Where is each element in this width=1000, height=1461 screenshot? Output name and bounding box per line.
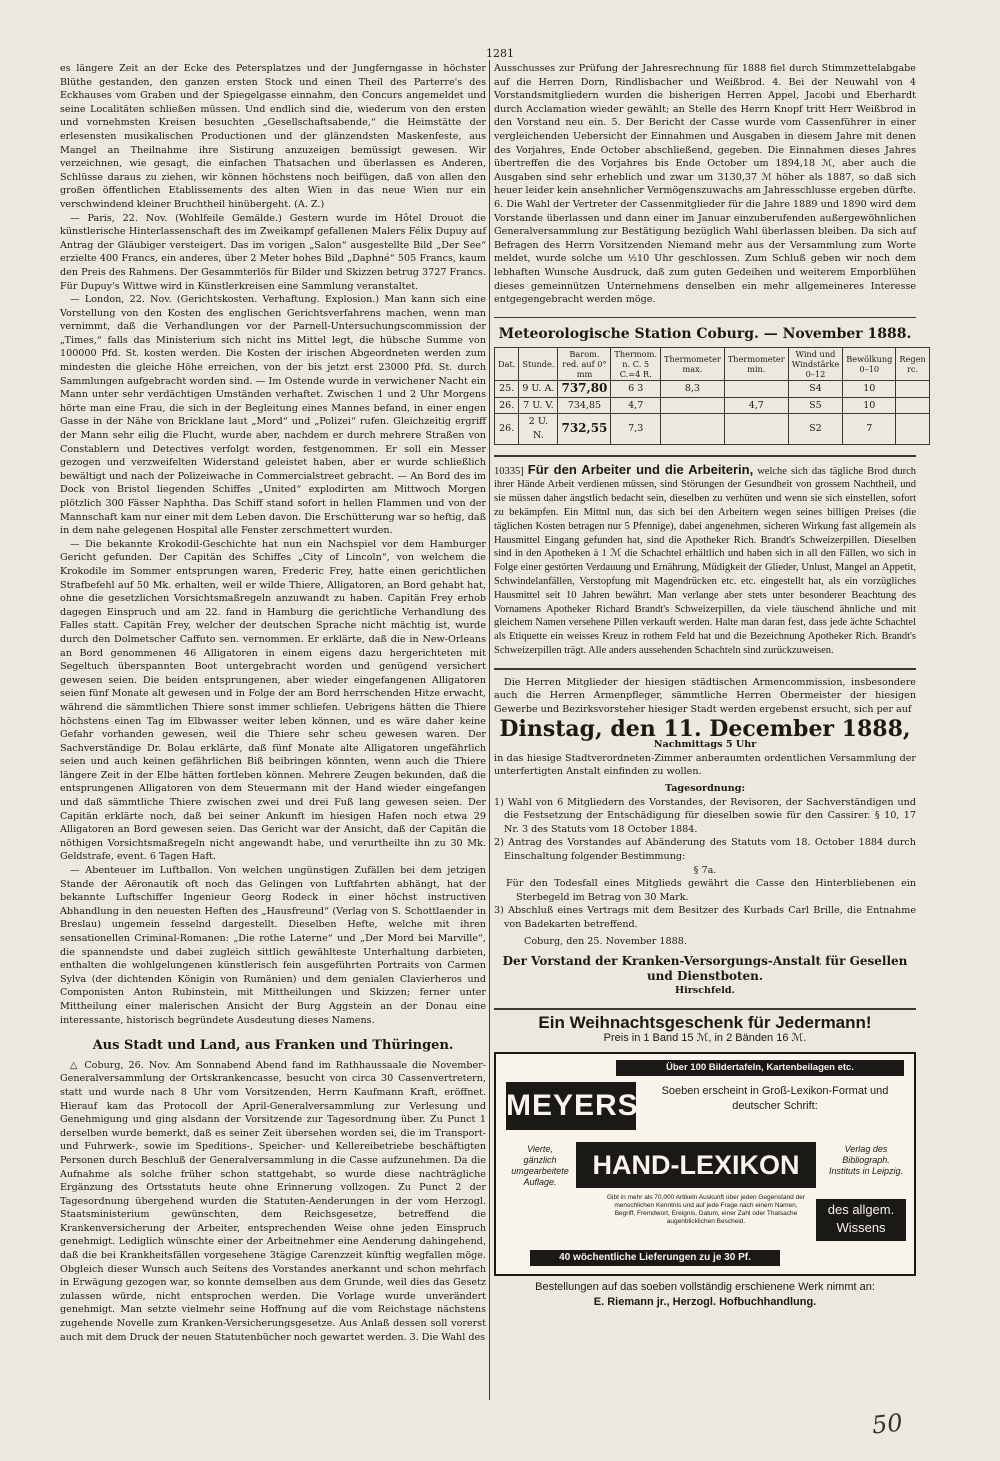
- notice-dateline: Coburg, den 25. November 1888.: [524, 935, 687, 947]
- table-cell: 7 U. V.: [519, 397, 558, 414]
- column-header: Thermometer max.: [660, 348, 724, 381]
- table-cell: 8,3: [660, 381, 724, 398]
- article-paragraph: — Die bekannte Krokodil-Geschichte hat nun ein Nachspiel vor dem Hamburger Gericht gefunden. Der Capitän des Schiffes „City of Lincoln“, von welchem die Krokodile im Sommer entsprungen waren, Frederic Frey, hatte einen gerichtlichen Strafbefehl auf 50 Mk. erhalten, weil er wilde Thiere, Alligatoren, an Bord gehabt hat, ohne die gesetzlichen Vorsichtsmaßregeln anzuwandt zu haben. Capitän Frey erhob dagegen Einspruch und am 22. fand in Hamburg die gerichtliche Verhandlung des Falles statt. Capitän Frey, welcher der deutschen Sprache nicht mächtig ist, wurde durch den Dolmetscher Caffuto sen. vernommen. Er erklärte, daß die in New-Orleans an Bord genommenen 46 Alligatoren in einem eigens dazu hergerichteten mit Segeltuch überspannten Boot untergebracht worden und genügend versichert gewesen seien. Die beiden entsprungenen, aber wieder eingefangenen Alligatoren seien fünf Monate alt gewesen und in Folge der am Bord herrschenden Hitze erwacht, während die sämmtlichen Thiere sonst immer schliefen. Uebrigens hätten die Thiere höchstens einen Tag im Elbwasser weiter leben können, und es wäre daher keine Gefahr vorhanden gewesen, weil die Thiere sehr scheu gewesen waren. Der Sachverständige Dr. Bolau erklärte, daß fünf Monate alte Alligatoren ungefährlich seien und auch keinen gefährlichen Biß beibringen könnten, wenn auch die Thiere längere Zeit in der Elbe hätten fortleben können. Mehrere Zeugen bekunden, daß die entsprungenen Alligatoren von dem Steuermann mit der Hand wieder eingefangen und daß sämmtliche Thiere zwischen zwei und drei Fuß lang gewesen seien. Der Capitän erklärte noch, daß bei seiner Ankunft im hiesigen Hafen noch etwa 29 Alligatoren an Bord gewesen seien. Das Gericht war der Ansicht, daß der Capitän die nöthigen Vorsichtsmaßregeln nicht angewandt habe, und verurtheilte ihn zu 30 Mk. Geldstrafe, event. 6 Tagen Haft.: [60, 538, 486, 863]
- column-header: Thermometer min.: [724, 348, 788, 381]
- meyers-lexikon-title: HAND-LEXIKON: [576, 1142, 816, 1188]
- meyers-logo-text: MEYERS: [506, 1082, 636, 1130]
- table-cell: 26.: [495, 397, 519, 414]
- notice-signature: Der Vorstand der Kranken-Versorgungs-Anstalt für Gesellen und Dienstboten.: [502, 954, 908, 984]
- right-column: [494, 62, 926, 1310]
- meyers-installments: 40 wöchentliche Lieferungen zu je 30 Pf.: [530, 1250, 780, 1266]
- meteorology-table: [494, 347, 930, 444]
- table-cell: 732,55: [558, 414, 611, 444]
- article-paragraph: △ Coburg, 26. Nov. Am Sonnabend Abend fand im Rathhaussaale die November-Generalversammlung der Ortskrankencasse, besucht von circa 30 Cassenvertretern, statt und wurde nach 8 Uhr vom Vorsitzenden, Herrn Kaufmann Kraft, eröffnet. Hierauf kam das Protocoll der April-Generalversammlung zur Verlesung und Genehmigung und ging alsdann der Vorsitzende zur Tagesordnung über. Zu Punct 1 derselben wurde bemerkt, daß es seiner Zeit übersehen worden sei, die im Transport- und Fuhrwerk-, sowie im Speditions-, Speicher- und Kellereibetriebe beschäftigten Personen durch Beschluß der Generalversammlung in die Casse aufzunehmen. Da die Aufnahme als solche früher schon stattgehabt, so wurde diese nachträgliche Ergänzung des Ortsstatuts heute ohne Erinnerung vollzogen. Zu Punct 2 der Tagesordnung übergehend wurden die Statuten-Aenderungen in der vom Herzogl. Staatsministerium gewünschten, dem Reichsgesetze, betreffend die Krankenversicherung der Arbeiter, entsprechenden Weise ohne jeden Einspruch genehmigt. Lediglich wünschte einer der Arbeitnehmer eine Aenderung dahingehend, daß die bei Krankheitsfällen vorgesehene 3tägige Carenzzeit künftig wegfallen möge. Obgleich dieser Wunsch auch Seitens des Vorstandes anerkannt und schon mehrfach in Erwägung gezogen war, so konnte demselben aus dem Grunde, weil dies das Gesetz zulassen würde, nicht entsprochen werden. Die Vorlage wurde unverändert genehmigt. Man setzte vielmehr seine Hoffnung auf die vom Reichstage nächstens zugehende Novelle zum Kranken-Versicherungsgesetze. Aus Anlaß dessen soll vorerst auch mit dem Druck der neuen Statutenbücher noch gewartet werden. 3. Die Wahl des: [60, 1059, 486, 1343]
- agenda-item: § 7a.: [693, 864, 717, 876]
- table-cell: [724, 381, 788, 398]
- page-number: 1281: [486, 47, 514, 60]
- table-cell: 4,7: [724, 397, 788, 414]
- article-paragraph: — London, 22. Nov. (Gerichtskosten. Verhaftung. Explosion.) Man kann sich eine Vorstellung von den Kosten des englischen Gerichtsverfahrens machen, wenn man vernimmt, daß die Verhandlungen vor der Parnell-Untersuchungscommission der „Times,“ falls das Ministerium sich nicht ins Mittel legt, die hübsche Summe von 100000 Pfd. St. kosten werden. Die Kosten der irischen Abgeordneten werden zum mindesten die gleiche Höhe erreichen, von der bis jetzt erst 23000 Pfd. St. durch Sammlungen aufgebracht worden sind. — Im Ostende wurde in verwichener Nacht ein Mann unter sehr verdächtigen Umständen verhaftet. Zwischen 1 und 2 Uhr Morgens hörte man eine Frau, die sich in der Begleitung eines Mannes befand, in einer engen Gasse in der Nähe von Bricklane laut „Mord“ und „Polizei“ rufen. Gleichzeitig ergriff der Mann sehr eilig die Flucht, wurde aber, nachdem er durch mehrere Straßen von Constablern und Detectives verfolgt worden, festgenommen. Er soll ein Messer gezogen und verzweifelten Widerstand geleistet haben, aber er wurde schließlich bewältigt und nach der Polizeiwache in Commercialstreet gebracht. — An Bord des im Dock von Bristol liegenden Schiffes „United“ explodirten am Mittwoch Morgen plötzlich 300 Fässer Naphtha. Das Schiff stand sofort in hellen Flammen und von der Mannschaft kam nur einer mit dem Leben davon. Die Erschütterung war so heftig, daß in dem nahe gelegenen Hospital alle Fenster zerschmettert wurden.: [60, 294, 486, 537]
- column-header: Stunde.: [519, 348, 558, 381]
- meyers-top-bar: Über 100 Bildertafeln, Kartenbeilagen etc.: [616, 1060, 904, 1076]
- meteorology-title: Meteorologische Station Coburg. — November 1888.: [494, 317, 916, 342]
- meyers-banner: [494, 1052, 916, 1276]
- meyers-edition: Vierte, gänzlich umgearbeitete Auflage.: [511, 1143, 569, 1187]
- order-text: Bestellungen auf das soeben vollständig erschienene Werk nimmt an:: [535, 1280, 875, 1293]
- table-cell: [896, 381, 929, 398]
- notice-place: in das hiesige Stadtverordneten-Zimmer anberaumten ordentlichen Versammlung der unterfertigten Anstalt einfinden zu wollen.: [494, 752, 916, 778]
- table-cell: [660, 397, 724, 414]
- table-cell: 737,80: [558, 381, 611, 398]
- section-heading: Aus Stadt und Land, aus Franken und Thüringen.: [92, 1038, 454, 1054]
- table-cell: 734,85: [558, 397, 611, 414]
- meyers-advertisement: [494, 1008, 916, 1310]
- meeting-notice: [494, 668, 916, 998]
- table-cell: 26.: [495, 414, 519, 444]
- table-cell: 7: [843, 414, 896, 444]
- notice-intro: Die Herren Mitglieder der hiesigen städtischen Armencommission, insbesondere auch die Herren Armenpfleger, sämmtliche Herren Obermeister der hiesigen Gewerbe und Bezirksvorsteher hiesiger Stadt werden ergebenst ersucht, sich per auf: [494, 676, 916, 715]
- column-divider: [489, 60, 490, 1400]
- ad-price: Preis in 1 Band 15 ℳ, in 2 Bänden 16 ℳ.: [603, 1032, 807, 1045]
- left-column: [60, 62, 486, 1344]
- article-paragraph: es längere Zeit an der Ecke des Petersplatzes und der Jungferngasse in höchster Blüthe gestanden, den ganzen ersten Stock und einen Theil des Parterre's des Eckhauses vom Graben und der Spiegelgasse einnahm, den Concurs angemeldet und seine Localitäten schließen müssen. Und endlich sind die, wiederum von den ersten und vornehmsten Kreisen besuchten „Gesellschaftsabende,“ die Heimstätte der erlesensten musikalischen Productionen und der glänzendsten Maskenfeste, aus Mangel an Theilnahme ihre Sistirung anzuzeigen bemüssigt gewesen. Wir verzeichnen, wie gesagt, die einfachen Thatsachen und überlassen es Anderen, Schlüsse daraus zu ziehen, wir können höchstens noch beifügen, daß von allen den großen öffentlichen Etablissements des alten Wien in das neue Wien nur ein verschwindend kleiner Bruchtheil hinübergeht. (A. Z.): [60, 63, 486, 210]
- table-cell: 2 U. N.: [519, 414, 558, 444]
- meyers-subtitle: Soeben erscheint in Groß-Lexikon-Format und deutscher Schrift:: [661, 1084, 889, 1112]
- handwritten-number: 50: [870, 1408, 904, 1440]
- table-header-row: [495, 348, 930, 381]
- agenda-item: 3) Abschluß eines Vertrags mit dem Besitzer des Kurbads Carl Brille, die Entnahme von Badekarten betreffend.: [494, 905, 916, 930]
- table-cell: 4,7: [611, 397, 661, 414]
- table-cell: [660, 414, 724, 444]
- table-cell: S2: [788, 414, 843, 444]
- table-cell: [896, 414, 929, 444]
- advertisement-schweizerpillen: [494, 455, 916, 658]
- ad-text: welche sich das tägliche Brod durch ihrer Hände Arbeit verdienen müssen, sind Störungen der Gesundheit von grossem Nachtheil, und sie müssen daher ängstlich bedacht sein, dieselben zu verhüten und wenn sie sich einstellen, sofort zu bekämpfen. Ein Mittnl nun, das sich bei den Arbeitern wegen seines billigen Preises (die täglichen Kosten betragen nur 5 Pfennige), dabei angenehmen, sicheren Wirkung fast allgemein als Hausmittel Eingang gefunden hat, sind die Apotheker Rich. Brandt's Schweizerpillen. Dieselben sind in den Apotheken à 1 ℳ die Schachtel erhältlich und haben sich in all den Fällen, wo sich in Folge einer gestörten Verdauung und Ernährung, Müdigkeit der Glieder, Unlust, Mangel an Appetit, Schwindelanfällen, Verstopfung mit Magendrücken etc. etc. eingestellt hat, als ein vorzügliches Hausmittel seit 10 Jahren bewährt. Man verlange aber stets unter besonderer Beachtung des Vornamens Apotheker Richard Brandt's Schweizerpillen, da viele täuschend ähnliche und mit gleichem Namen versehene Pillen verkauft werden. Halte man daran fest, dass jede ächte Schachtel als Etiquette ein weisses Kreuz in rothem Feld hat und die Bezeichnung Apotheker Rich. Brandt's Schweizerpillen trägt. Alle anders aussehenden Schachteln sind zurückzuweisen.: [494, 465, 916, 657]
- table-cell: 10: [843, 381, 896, 398]
- notice-date: Dinstag, den 11. December 1888,: [499, 715, 911, 742]
- table-cell: S5: [788, 397, 843, 414]
- column-header: Barom. red. auf 0° mm: [558, 348, 611, 381]
- meyers-slogan: des allgem. Wissens: [816, 1199, 906, 1241]
- table-cell: 25.: [495, 381, 519, 398]
- column-header: Bewölkung 0–10: [843, 348, 896, 381]
- agenda-item: 2) Antrag des Vorstandes auf Abänderung des Statuts vom 18. October 1884 durch Einschaltung folgender Bestimmung:: [494, 837, 916, 862]
- agenda-item: Für den Todesfall eines Mitglieds gewährt die Casse den Hinterbliebenen ein Sterbegeld im Betrag von 30 Mark.: [506, 878, 916, 903]
- table-cell: 6 3: [611, 381, 661, 398]
- table-cell: 7,3: [611, 414, 661, 444]
- table-cell: [724, 414, 788, 444]
- ad-title: Ein Weihnachtsgeschenk für Jedermann!: [538, 1012, 872, 1032]
- table-cell: [896, 397, 929, 414]
- table-row: [495, 414, 930, 444]
- table-row: [495, 381, 930, 398]
- meyers-publisher: Verlag des Bibliograph. Instituts in Leipzig.: [828, 1143, 904, 1176]
- notice-time: Nachmittags 5 Uhr: [653, 739, 757, 751]
- column-header: Regen rc.: [896, 348, 929, 381]
- table-cell: S4: [788, 381, 843, 398]
- column-header: Thermom. n. C. 5 C.=4 R.: [611, 348, 661, 381]
- table-cell: 9 U. A.: [519, 381, 558, 398]
- meyers-description: Gibt in mehr als 70,000 Artikeln Auskunft über jeden Gegenstand der menschlichen Kenntnis und auf jede Frage nach einem Namen, Begriff, Fremdwort, Ereignis, Datum, einer Zahl oder Thatsache augenblicklichen Bescheid.: [606, 1193, 805, 1225]
- table-cell: 10: [843, 397, 896, 414]
- article-paragraph: Ausschusses zur Prüfung der Jahresrechnung für 1888 fiel durch Stimmzettelabgabe auf die Herren Dorn, Rindlisbacher und Weißbrod. 4. Bei der Neuwahl von 4 Vorstandsmitgliedern wurden die bisherigen Herren Appel, Jacobi und Eberhardt durch Acclamation wieder gewählt; an Stelle des Herrn Knopf tritt Herr Weißbrod in den Vorstand neu ein. 5. Der Bericht der Casse wurde vom Cassenführer in einer vergleichenden Uebersicht der Einnahmen und Ausgaben in diesem Jahre mit denen des Vorjahres, Ende October abschließend, gegeben. Die Einnahmen dieses Jahres übertreffen die des Vorjahres bis Ende October um 1894,18 ℳ, aber auch die Ausgaben sind sehr erheblich und zwar um 3130,37 ℳ höher als 1887, so daß sich heuer leider kein ansehnlicher Vermögenszuwachs am Jahresschlusse ergeben dürfte. 6. Die Wahl der Vertreter der Cassenmitglieder für die Jahre 1889 und 1890 wird dem Vorstande überlassen und dann einer im Januar einzuberufenden außergewöhnlichen Generalversammlung zur Bestätigung bezüglich Wahl überlassen bleiben. Da sich auf Befragen des Herrn Vorsitzenden Niemand mehr aus der Versammlung zum Worte meldet, wurde solche um ½10 Uhr geschlossen. Zum Schluß geben wir noch dem lebhaften Wunsche Ausdruck, daß zum guten Gedeihen und weiterem Emporblühen dieses gemeinnützen Unternehmens denselben ein mehr allgemeineres Interesse entgegengebracht werden möge.: [494, 63, 916, 306]
- article-paragraph: — Abenteuer im Luftballon. Von welchen ungünstigen Zufällen bei dem jetzigen Stande der Aëronautik oft noch das Gelingen von Luftfahrten abhängt, hat der bekannte Luftschiffer Ingenieur Georg Rodeck in einer höchst instructiven Abhandlung in den neuesten Heften des „Hausfreund“ (Verlag von S. Schottlaender in Breslau) ungemein fesselnd dargestellt. Dieselben Hefte, welche mit ihren sensationellen Criminal-Romanen: „Die rothe Laterne“ und „Der Mord bei Marville“, die spannendste und dabei zugleich sittlich gewählteste Unterhaltung darbieten, enthalten die wohlgelungenen künstlerisch fein ausgeführten Portraits von Carmen Sylva (der dichtenden Königin von Rumänien) und dem genialen Clavierheros und Componisten Anton Rubinstein, mit Mittheilungen und Skizzen; ferner unter Mittheilung einer malerischen Ansicht der Burg Aggstein an der Donau eine interessante, historisch begründete Ausdeutung dieses Namens.: [60, 865, 486, 1026]
- agenda-title: Tagesordnung:: [665, 782, 745, 794]
- ad-number: 10335]: [494, 465, 524, 477]
- table-row: [495, 397, 930, 414]
- agenda-item: 1) Wahl von 6 Mitgliedern des Vorstandes, der Revisoren, der Sachverständigen und die Festsetzung der Entschädigung für dieselben sowie für den Cassirer. § 10, 17 Nr. 3 des Statuts vom 18 October 1884.: [494, 796, 916, 835]
- order-firm: E. Riemann jr., Herzogl. Hofbuchhandlung.: [593, 1295, 817, 1308]
- notice-signature-name: Hirschfeld.: [675, 985, 735, 997]
- column-header: Dat.: [495, 348, 519, 381]
- column-header: Wind und Windstärke 0–12: [788, 348, 843, 381]
- ad-headline: Für den Arbeiter und die Arbeiterin,: [527, 461, 754, 477]
- article-paragraph: — Paris, 22. Nov. (Wohlfeile Gemälde.) Gestern wurde im Hôtel Drouot die künstlerische Hinterlassenschaft des im Zweikampf gefallenen Malers Félix Dupuy auf Antrag der Gläubiger versteigert. Das im vorigen „Salon“ ausgestellte Bild „Der See“ erzielte 400 Francs, ein anderes, über 2 Meter hohes Bild „Daphné“ 505 Francs, kaum den Preis des Rahmens. Der Gesammterlös für Bilder und Skizzen betrug 3727 Francs. Für Dupuy's Wittwe wird in Künstlerkreisen eine Sammlung veranstaltet.: [60, 212, 486, 292]
